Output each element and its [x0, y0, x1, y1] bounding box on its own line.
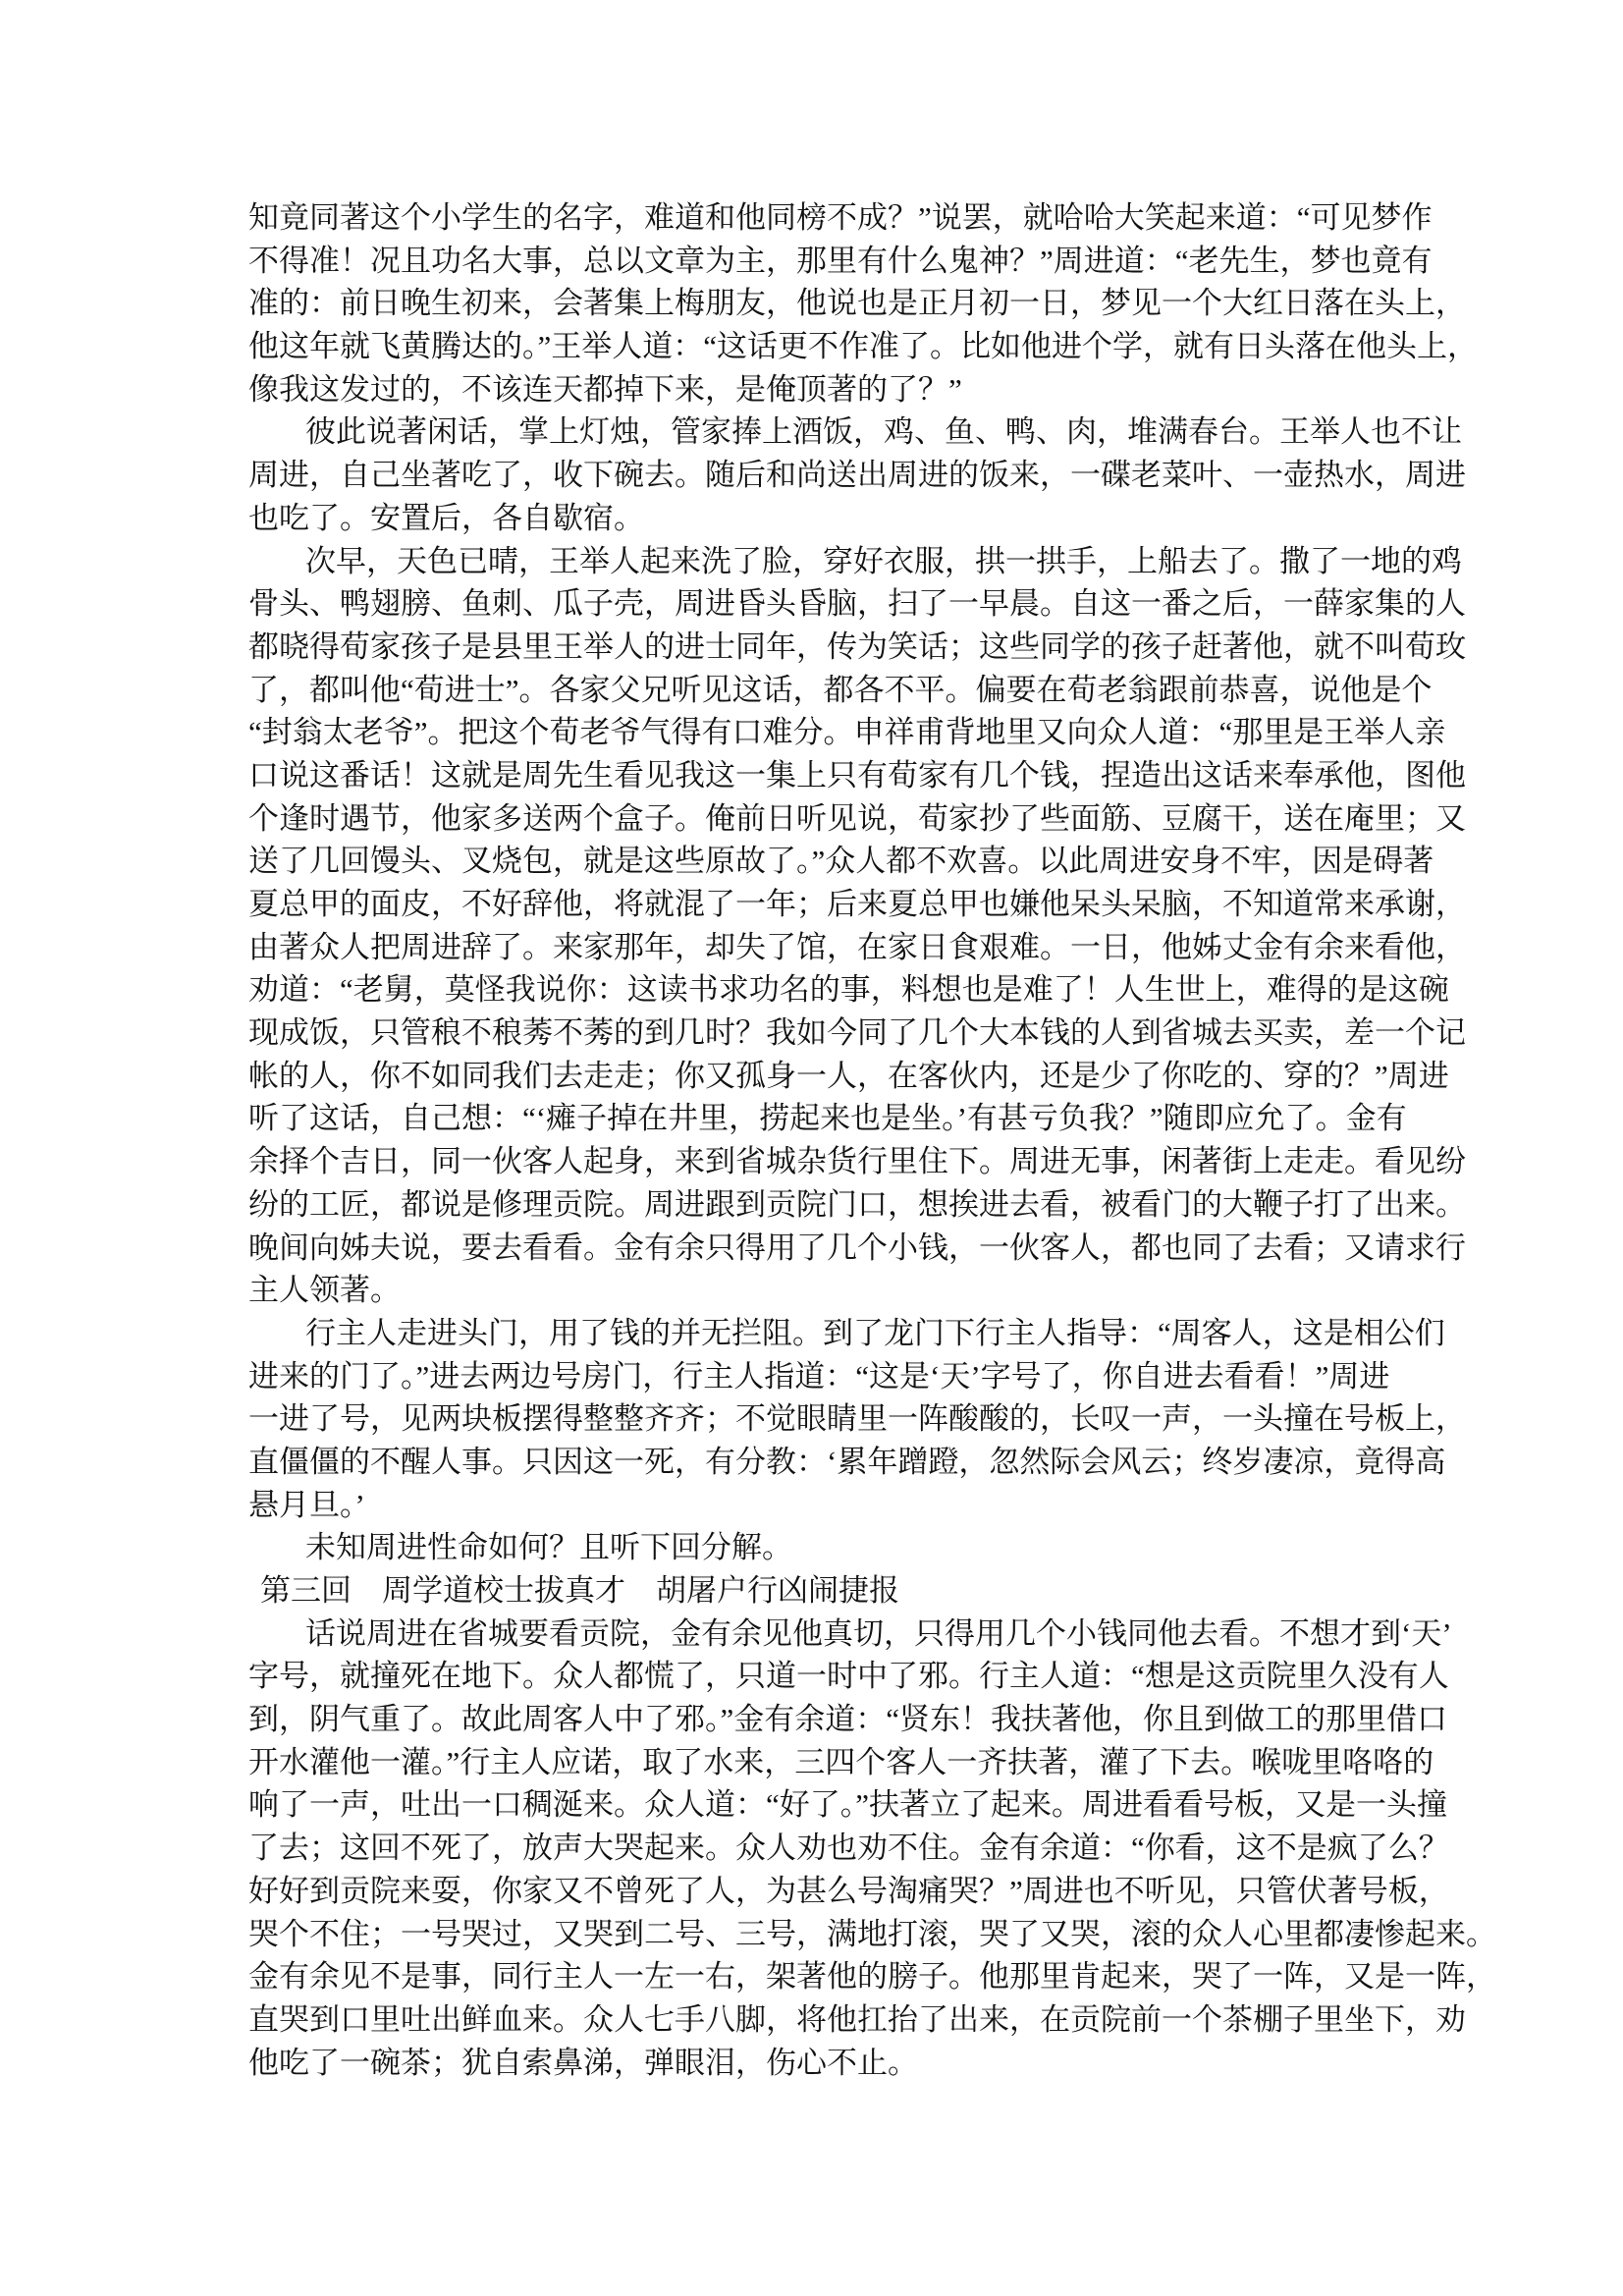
text-line: 纷的工匠，都说是修理贡院。周进跟到贡院门口，想挨进去看，被看门的大鞭子打了出来。	[248, 1186, 1466, 1222]
text-line: 行主人走进头门，用了钱的并无拦阻。到了龙门下行主人指导：“周客人，这是相公们	[305, 1315, 1445, 1350]
text-line: 金有余见不是事，同行主人一左一右，架著他的膀子。他那里肯起来，哭了一阵，又是一阵，	[248, 1959, 1496, 1995]
text-line: 也吃了。安置后，各自歇宿。	[248, 500, 644, 535]
paragraph	[248, 1613, 1496, 2085]
text-line: 像我这发过的，不该连天都掉下来，是俺顶著的了？”	[248, 371, 962, 407]
text-line: 周进，自己坐著吃了，收下碗去。随后和尚送出周进的饭来，一碟老菜叶、一壶热水，周进	[248, 458, 1466, 493]
text-line: 他这年就飞黄腾达的。”王举人道：“这话更不作准了。比如他进个学，就有日头落在他头上，	[248, 329, 1479, 364]
text-line: 进来的门了。”进去两边号房门，行主人指道：“这是‘天’字号了，你自进去看看！”周进	[248, 1358, 1390, 1394]
text-line: 不得准！况且功名大事，总以文章为主，那里有什么鬼神？”周进道：“老先生，梦也竟有	[248, 243, 1433, 278]
text-line: 直僵僵的不醒人事。只因这一死，有分教：‘累年蹭蹬，忽然际会风云；终岁凄凉，竟得高	[248, 1444, 1446, 1479]
paragraph	[248, 1312, 1466, 1526]
text-line: 帐的人，你不如同我们去走走；你又孤身一人，在客伙内，还是少了你吃的、穿的？”周进	[248, 1058, 1449, 1093]
text-line: 悬月旦。’	[248, 1487, 365, 1522]
text-line: 哭个不住；一号哭过，又哭到二号、三号，满地打滚，哭了又哭，滚的众人心里都凄惨起来。	[248, 1916, 1496, 1951]
text-line: 到，阴气重了。故此周客人中了邪。”金有余道：“贤东！我扶著他，你且到做工的那里借口	[248, 1702, 1448, 1737]
text-line: “封翁太老爷”。把这个荀老爷气得有口难分。申祥甫背地里又向众人道：“那里是王举人亲	[248, 715, 1446, 750]
text-line: 彼此说著闲话，掌上灯烛，管家捧上酒饭，鸡、鱼、鸭、肉，堆满春台。王举人也不让	[305, 414, 1462, 450]
text-line: 了去；这回不死了，放声大哭起来。众人劝也劝不住。金有余道：“你看，这不是疯了么？	[248, 1831, 1449, 1866]
chapter-title: 第三回 周学道校士拔真才 胡屠户行凶闹捷报	[260, 1573, 899, 1608]
text-line: 都晓得荀家孩子是县里王举人的进士同年，传为笑话；这些同学的孩子赶著他，就不叫荀玫	[248, 629, 1466, 664]
paragraph	[248, 1526, 1389, 1569]
text-line: 晚间向姊夫说，要去看看。金有余只得用了几个小钱，一伙客人，都也同了去看；又请求行	[248, 1230, 1466, 1265]
paragraph	[248, 196, 1479, 410]
text-line: 骨头、鸭翅膀、鱼刺、瓜子壳，周进昏头昏脑，扫了一早晨。自这一番之后，一薛家集的人	[248, 586, 1466, 622]
text-line: 响了一声，吐出一口稠涎来。众人道：“好了。”扶著立了起来。周进看看号板，又是一头撞	[248, 1787, 1448, 1823]
text-line: 劝道：“老舅，莫怪我说你：这读书求功名的事，料想也是难了！人生世上，难得的是这碗	[248, 972, 1449, 1008]
text-line: 由著众人把周进辞了。来家那年，却失了馆，在家日食艰难。一日，他姊丈金有余来看他，	[248, 929, 1466, 964]
text-line: 一进了号，见两块板摆得整整齐齐；不觉眼睛里一阵酸酸的，长叹一声，一头撞在号板上，	[248, 1401, 1466, 1437]
text-line: 字号，就撞死在地下。众人都慌了，只道一时中了邪。行主人道：“想是这贡院里久没有人	[248, 1659, 1449, 1694]
text-line: 听了这话，自己想：“‘瘫子掉在井里，捞起来也是坐。’有甚亏负我？”随即应允了。金有	[248, 1101, 1407, 1136]
paragraph	[248, 410, 1466, 539]
paragraph	[248, 540, 1466, 1312]
text-line: 夏总甲的面皮，不好辞他，将就混了一年；后来夏总甲也嫌他呆头呆脑，不知道常来承谢，	[248, 887, 1466, 921]
document-page	[248, 196, 1496, 2084]
text-line: 主人领著。	[248, 1273, 401, 1308]
text-line: 好好到贡院来耍，你家又不曾死了人，为甚么号淘痛哭？”周进也不听见，只管伏著号板，	[248, 1873, 1449, 1908]
text-line: 准的：前日晚生初来，会著集上梅朋友，他说也是正月初一日，梦见一个大红日落在头上，	[248, 286, 1466, 321]
text-line: 送了几回馒头、叉烧包，就是这些原故了。”众人都不欢喜。以此周进安身不牢，因是碍著	[248, 844, 1434, 879]
chapter-heading	[248, 1569, 1389, 1613]
text-line: 知竟同著这个小学生的名字，难道和他同榜不成？”说罢，就哈哈大笑起来道：“可见梦作	[248, 200, 1433, 235]
text-line: 未知周进性命如何？且听下回分解。	[305, 1530, 792, 1565]
text-line: 话说周进在省城要看贡院，金有余见他真切，只得用几个小钱同他去看。不想才到‘天’	[305, 1615, 1452, 1651]
text-line: 现成饭，只管稂不稂莠不莠的到几时？我如今同了几个大本钱的人到省城去买卖，差一个记	[248, 1015, 1466, 1051]
text-line: 个逢时遇节，他家多送两个盒子。俺前日听见说，荀家抄了些面筋、豆腐干，送在庵里；又	[248, 800, 1466, 836]
text-line: 他吃了一碗茶；犹自索鼻涕，弹眼泪，伤心不止。	[248, 2045, 918, 2080]
text-line: 口说这番话！这就是周先生看见我这一集上只有荀家有几个钱，捏造出这话来奉承他，图他	[248, 757, 1466, 793]
text-line: 开水灌他一灌。”行主人应诺，取了水来，三四个客人一齐扶著，灌了下去。喉咙里咯咯的	[248, 1744, 1434, 1779]
text-line: 直哭到口里吐出鲜血来。众人七手八脚，将他扛抬了出来，在贡院前一个茶棚子里坐下，劝	[248, 2001, 1466, 2037]
text-line: 余择个吉日，同一伙客人起身，来到省城杂货行里住下。周进无事，闲著街上走走。看见纷	[248, 1144, 1466, 1179]
text-line: 次早，天色已晴，王举人起来洗了脸，穿好衣服，拱一拱手，上船去了。撒了一地的鸡	[305, 543, 1462, 578]
text-line: 了，都叫他“荀进士”。各家父兄听见这话，都各不平。偏要在荀老翁跟前恭喜，说他是个	[248, 672, 1433, 707]
